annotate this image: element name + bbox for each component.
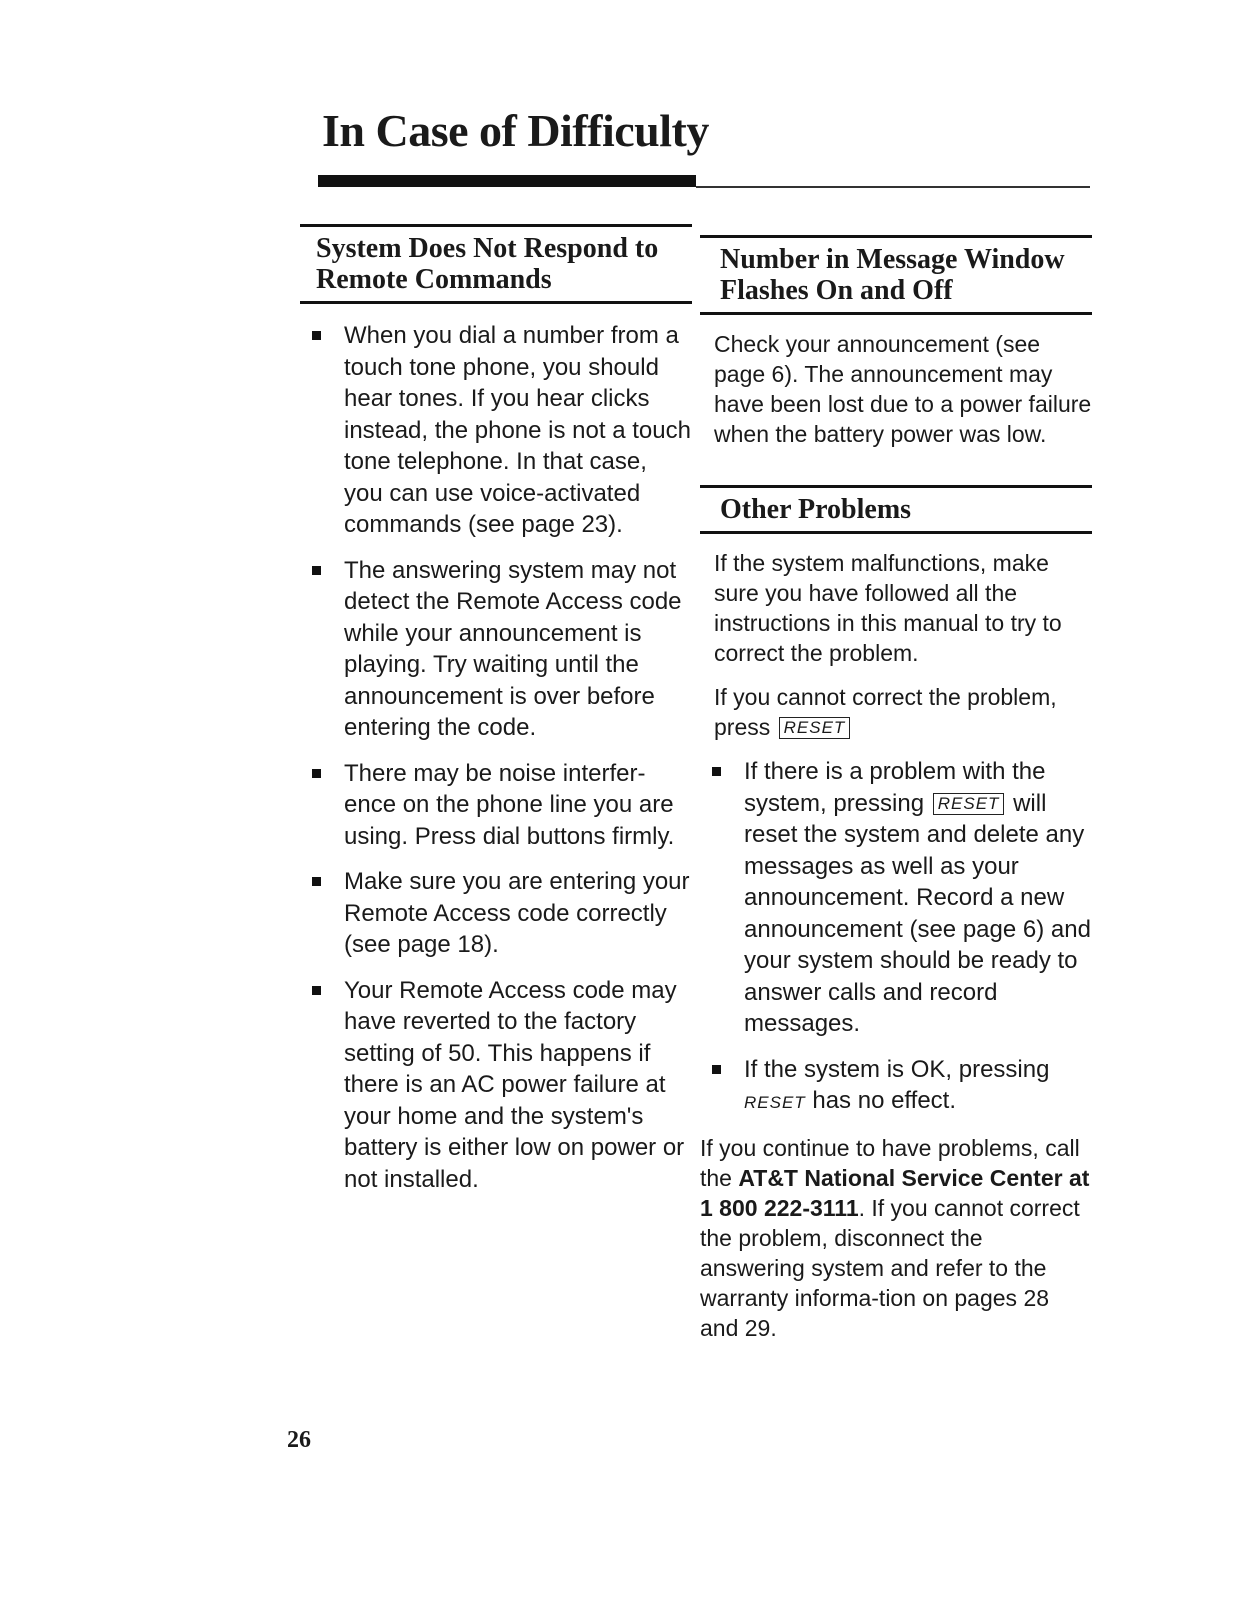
- list-item-text: Your Remote Access code may have reverted to the factory setting of 50. This happens if there is an AC power failure at your home and the system's battery is either low on power or not installed.: [344, 976, 685, 1193]
- section-heading-message-window: Number in Message Window Flashes On and Off: [720, 244, 1065, 306]
- page-title: In Case of Difficulty: [322, 105, 709, 156]
- bullet-square-icon: [712, 1065, 721, 1074]
- heading-rule-bottom: [700, 312, 1092, 315]
- service-center-paragraph: [700, 1133, 1092, 1343]
- list-item-text: The answering system may not detect the Remote Access code while your announcement is playing. Try waiting until the announcement is over before entering the code.: [344, 556, 682, 741]
- list-item: [300, 555, 692, 744]
- reset-instruction-paragraph: [700, 682, 1092, 742]
- list-item: [300, 975, 692, 1196]
- list-item: [300, 758, 692, 853]
- heading-rule-bottom: [300, 301, 692, 304]
- bullet-square-icon: [312, 769, 321, 778]
- bullet-square-icon: [312, 331, 321, 340]
- list-item-text: If there is a problem with the system, pressing: [744, 758, 1046, 817]
- title-rule-thick: [318, 175, 696, 187]
- list-item-text: has no effect.: [812, 1087, 957, 1114]
- list-item-text: There may be noise interfer-ence on the phone line you are using. Press dial buttons firmly.: [344, 759, 675, 850]
- list-item: [300, 320, 692, 541]
- service-center-text: If you continue to have problems, call the: [700, 1134, 1080, 1191]
- list-item-text: If the system is OK, pressing: [744, 1055, 1050, 1083]
- list-item: [700, 1054, 1092, 1119]
- title-rule-thin: [696, 186, 1090, 188]
- section-heading-remote-commands: System Does Not Respond to Remote Commands: [316, 233, 659, 295]
- reset-key-label: RESET: [744, 1093, 806, 1112]
- section-heading-other-problems: Other Problems: [720, 494, 912, 525]
- remote-commands-bullet-list: [300, 320, 692, 1195]
- list-item-text: will reset the system and delete any messages as well as your announcement. Record a new announcement (see page 6) and your system should be ready to answer calls and record messages.: [744, 789, 1091, 1037]
- reset-instruction-text: If you cannot correct the problem, press: [714, 684, 1057, 740]
- list-item: [700, 756, 1092, 1040]
- bullet-square-icon: [712, 767, 721, 776]
- bullet-square-icon: [312, 986, 321, 995]
- bullet-square-icon: [312, 566, 321, 575]
- page-number: 26: [287, 1427, 311, 1453]
- reset-key-label: RESET: [779, 717, 851, 739]
- left-column: [300, 224, 692, 1209]
- warranty-text: . If you cannot correct the problem, disconnect the answering system and refer to the warranty informa-tion on pages 28 and 29.: [700, 1194, 1080, 1341]
- list-item: [300, 866, 692, 961]
- bullet-square-icon: [312, 877, 321, 886]
- list-item-text: When you dial a number from a touch tone phone, you should hear tones. If you hear clicks instead, the phone is not a touch tone telephone. In that case, you can use voice-activated commands (see page 23).: [344, 322, 691, 538]
- reset-bullet-list: [700, 756, 1092, 1119]
- other-problems-paragraph: If the system malfunctions, make sure you have followed all the instructions in this manual to try to correct the problem.: [714, 550, 1062, 666]
- right-column: [700, 235, 1092, 1357]
- message-window-paragraph: Check your announcement (see page 6). The announcement may have been lost due to a power failure when the battery power was low.: [714, 331, 1092, 447]
- heading-rule-bottom: [700, 531, 1092, 534]
- reset-key-label: RESET: [933, 793, 1005, 815]
- service-center-phone: AT&T National Service Center at 1 800 222-3111: [700, 1164, 1090, 1221]
- list-item-text: Make sure you are entering your Remote Access code correctly (see page 18).: [344, 868, 690, 958]
